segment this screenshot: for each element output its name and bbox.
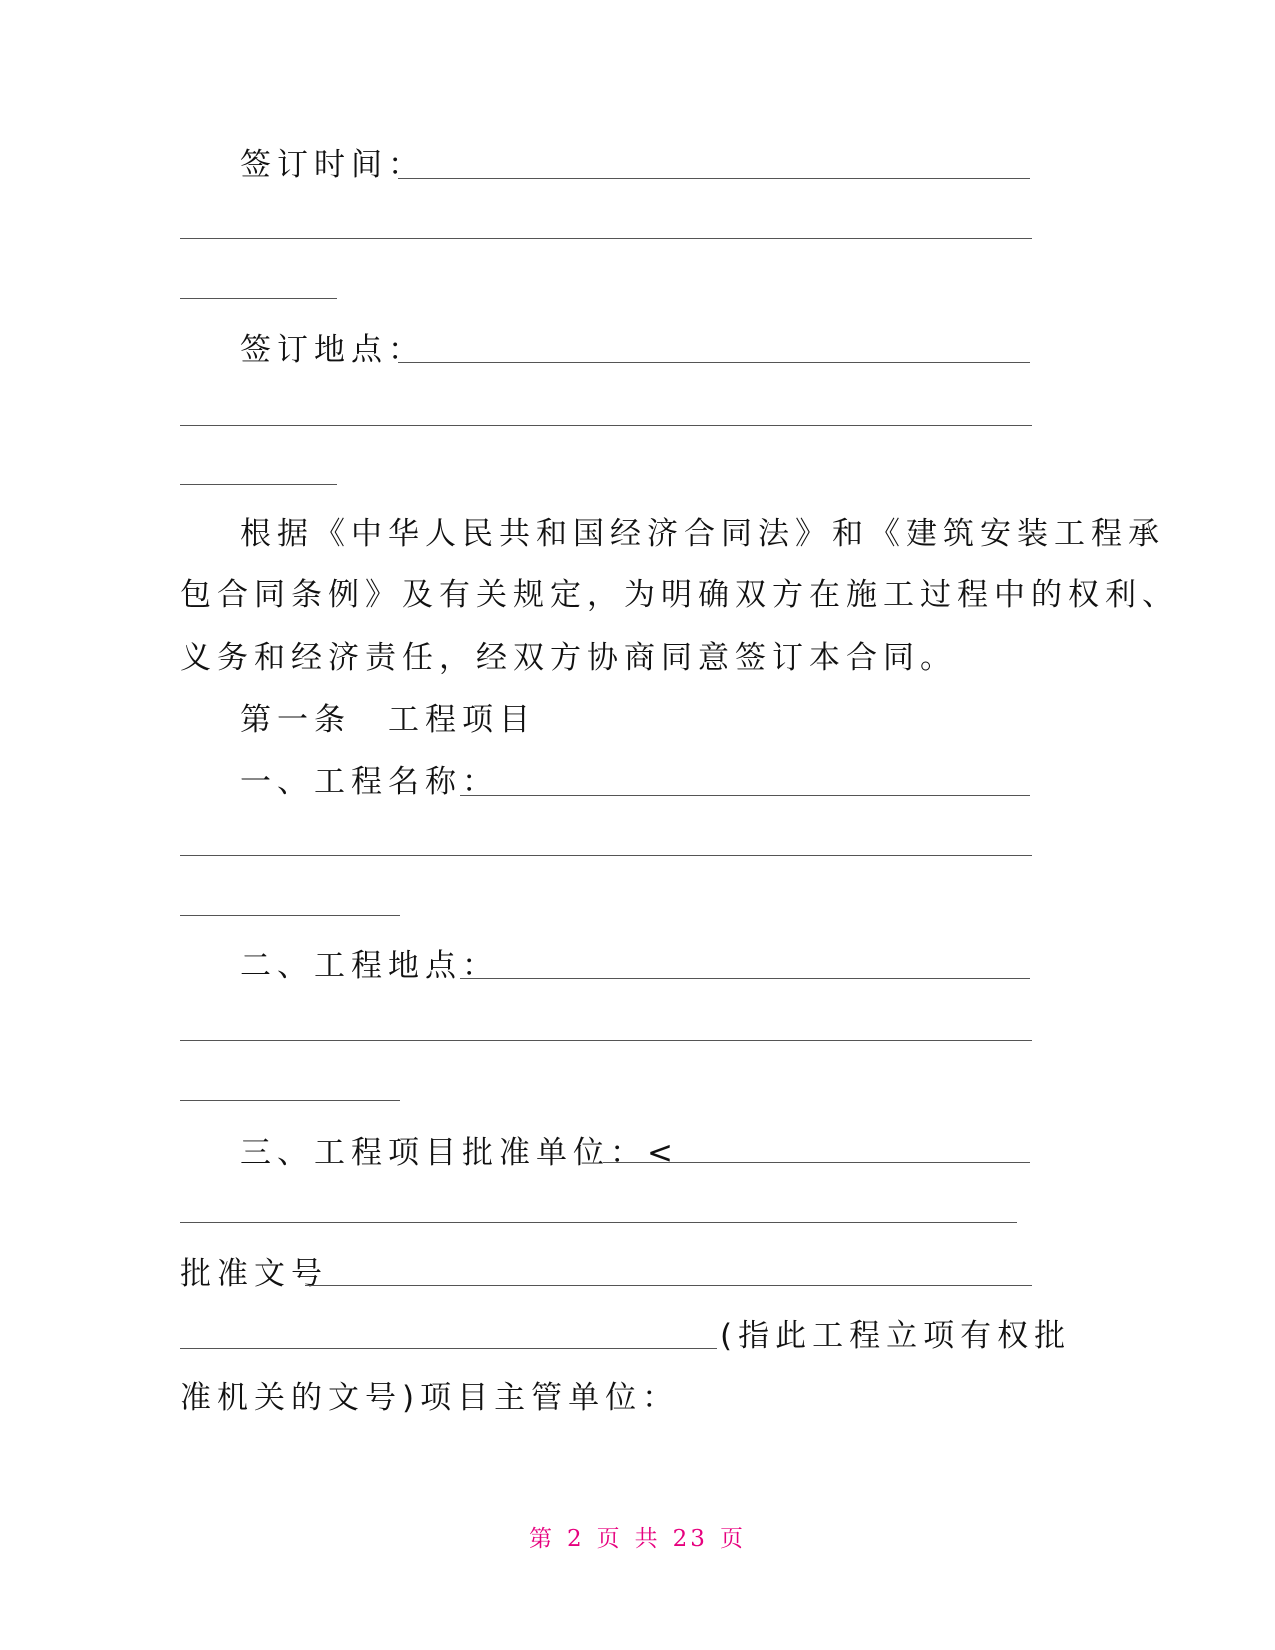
approval-unit-label: 三、工程项目批准单位：<	[240, 1135, 679, 1171]
article-1-title: 第一条 工程项目	[240, 702, 536, 738]
approval-number-label: 批准文号	[180, 1256, 328, 1292]
sign-time-blank-3	[180, 298, 337, 299]
project-name-blank-3	[180, 915, 400, 916]
page-prefix: 第	[529, 1526, 556, 1552]
sign-time-label: 签订时间：	[240, 147, 425, 183]
approval-unit-blank-2	[180, 1222, 1017, 1223]
sign-place-blank-2	[180, 425, 1032, 426]
page-current: 2	[567, 1526, 585, 1552]
project-name-blank-2	[180, 855, 1032, 856]
page-suffix: 页	[719, 1526, 746, 1552]
intro-paragraph-line-3: 义务和经济责任，经双方协商同意签订本合同。	[180, 640, 957, 676]
page-footer	[0, 1520, 1275, 1553]
page-mid-1: 页	[596, 1526, 623, 1552]
project-name-blank	[460, 795, 1030, 796]
project-location-blank	[460, 978, 1030, 979]
approval-note-line-1: (指此工程立项有权批	[720, 1318, 1072, 1354]
approval-unit-blank	[603, 1162, 1030, 1163]
sign-place-blank-3	[180, 484, 337, 485]
sign-time-blank	[398, 178, 1030, 179]
intro-paragraph-line-1: 根据《中华人民共和国经济合同法》和《建筑安装工程承	[240, 516, 1165, 552]
approval-number-blank	[305, 1285, 1032, 1286]
intro-paragraph-line-2: 包合同条例》及有关规定，为明确双方在施工过程中的权利、	[180, 577, 1179, 613]
approval-note-line-2: 准机关的文号)项目主管单位：	[180, 1380, 680, 1416]
approval-number-blank-2	[180, 1348, 717, 1349]
sign-place-blank	[398, 362, 1030, 363]
sign-time-blank-2	[180, 238, 1032, 239]
page-mid-2: 共	[634, 1526, 661, 1552]
project-name-label: 一、工程名称：	[240, 764, 499, 800]
sign-place-label: 签订地点：	[240, 332, 425, 368]
project-location-label: 二、工程地点：	[240, 948, 499, 984]
project-location-blank-2	[180, 1040, 1032, 1041]
page-total: 23	[672, 1526, 708, 1552]
project-location-blank-3	[180, 1100, 400, 1101]
